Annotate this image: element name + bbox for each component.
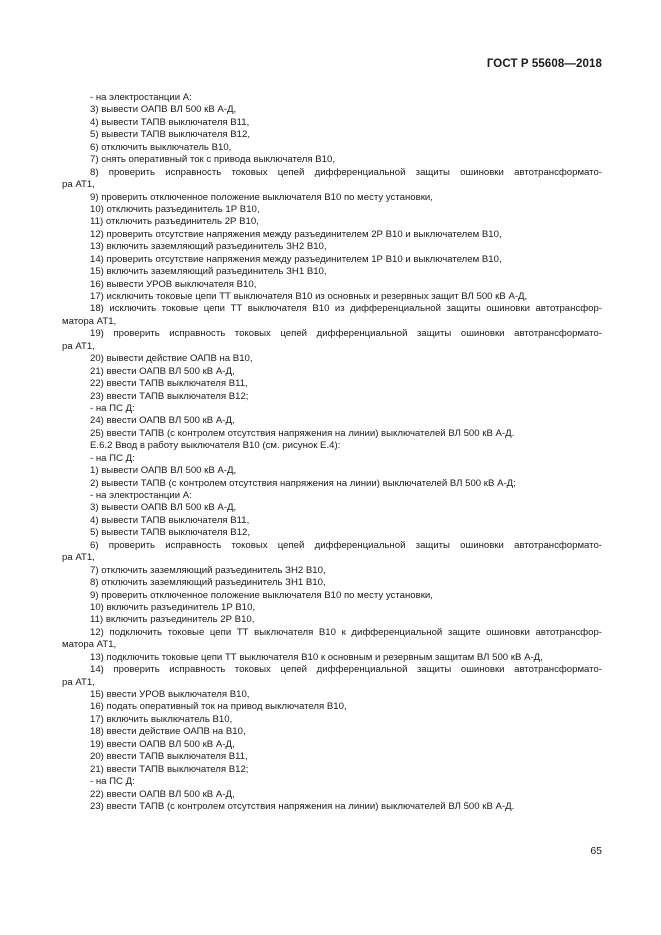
text-line: 17) исключить токовые цепи ТТ выключателя В10 из основных и резервных защит ВЛ 500 кВ А-Д, bbox=[90, 291, 528, 302]
text-line: 22) ввести ОАПВ ВЛ 500 кВ А-Д, bbox=[90, 788, 235, 800]
text-line: 16) подать оперативный ток на привод выключателя В10, bbox=[90, 701, 347, 713]
text-line: - на ПС Д: bbox=[90, 452, 135, 464]
text-line: 11) отключить разъединитель 2Р В10, bbox=[90, 216, 259, 228]
text-line: ра АТ1, bbox=[62, 676, 95, 688]
text-line: 20) вывести действие ОАПВ на В10, bbox=[90, 353, 253, 365]
text-line: 14) проверить отсутствие напряжения между разъединителем 1Р В10 и выключателем В10, bbox=[90, 253, 502, 265]
text-line: ра АТ1, bbox=[62, 340, 95, 352]
text-line: 23) ввести ТАПВ (с контролем отсутствия напряжения на линии) выключателей ВЛ 500 кВ А-Д. bbox=[90, 800, 515, 812]
text-line: матора АТ1, bbox=[62, 315, 117, 327]
text-line: - на электростанции А: bbox=[90, 92, 192, 103]
text-line: 15) включить заземляющий разъединитель ЗН1 В10, bbox=[90, 266, 327, 278]
text-line: 8) отключить заземляющий разъединитель ЗН1 В10, bbox=[90, 577, 326, 589]
text-line: 14) проверить исправность токовых цепей дифференциальной защиты ошиновки автотрансформато- bbox=[90, 664, 602, 676]
text-line: 6) проверить исправность токовых цепей дифференциальной защиты ошиновки автотрансформато- bbox=[90, 539, 602, 551]
text-line: 23) ввести ТАПВ выключателя В12; bbox=[90, 390, 249, 402]
text-line: 19) ввести ОАПВ ВЛ 500 кВ А-Д, bbox=[90, 738, 235, 750]
text-line: 15) ввести УРОВ выключателя В10, bbox=[90, 689, 250, 700]
text-line: 11) включить разъединитель 2Р В10, bbox=[90, 614, 255, 626]
text-line: - на электростанции А: bbox=[90, 490, 192, 501]
text-line: 8) проверить исправность токовых цепей дифференциальной защиты ошиновки автотрансформато- bbox=[90, 166, 602, 178]
text-line: 16) вывести УРОВ выключателя В10, bbox=[90, 278, 257, 290]
text-line: 20) ввести ТАПВ выключателя В11, bbox=[90, 751, 248, 763]
text-line: Е.6.2 Ввод в работу выключателя В10 (см. рисунок Е.4): bbox=[90, 440, 341, 452]
text-line: 3) вывести ОАПВ ВЛ 500 кВ А-Д, bbox=[90, 104, 237, 116]
text-line: 13) включить заземляющий разъединитель ЗН2 В10, bbox=[90, 241, 327, 253]
text-line: 4) вывести ТАПВ выключателя В11, bbox=[90, 116, 250, 128]
text-line: 6) отключить выключатель В10, bbox=[90, 141, 232, 153]
text-line: 10) отключить разъединитель 1Р В10, bbox=[90, 203, 260, 215]
text-line: 4) вывести ТАПВ выключателя В11, bbox=[90, 514, 250, 526]
text-line: 2) вывести ТАПВ (с контролем отсутствия напряжения на линии) выключателей ВЛ 500 кВ А-Д; bbox=[90, 477, 516, 489]
text-line: 13) подключить токовые цепи ТТ выключателя В10 к основным и резервным защитам ВЛ 500 кВ А-Д, bbox=[90, 651, 543, 663]
document-header: ГОСТ Р 55608—2018 bbox=[486, 58, 602, 70]
text-line: матора АТ1, bbox=[62, 639, 117, 651]
text-line: - на ПС Д: bbox=[90, 776, 135, 788]
text-line: ра АТ1, bbox=[62, 179, 95, 191]
text-line: 5) вывести ТАПВ выключателя В12, bbox=[90, 527, 251, 539]
text-line: 3) вывести ОАПВ ВЛ 500 кВ А-Д, bbox=[90, 502, 237, 514]
page-number: 65 bbox=[590, 845, 602, 857]
text-line: 18) ввести действие ОАПВ на В10, bbox=[90, 726, 246, 738]
text-line: 24) ввести ОАПВ ВЛ 500 кВ А-Д, bbox=[90, 415, 235, 427]
text-line: 25) ввести ТАПВ (с контролем отсутствия напряжения на линии) выключателей ВЛ 500 кВ А-Д. bbox=[90, 427, 515, 439]
text-line: 12) проверить отсутствие напряжения между разъединителем 2Р В10 и выключателем В10, bbox=[90, 228, 502, 240]
text-line: 9) проверить отключенное положение выключателя В10 по месту установки, bbox=[90, 191, 433, 203]
text-line: 21) ввести ОАПВ ВЛ 500 кВ А-Д, bbox=[90, 365, 235, 377]
text-line: 18) исключить токовые цепи ТТ выключателя В10 из дифференциальной защиты ошиновки автотрансфор- bbox=[90, 303, 602, 315]
text-line: - на ПС Д: bbox=[90, 402, 135, 414]
text-line: 7) снять оперативный ток с привода выключателя В10, bbox=[90, 154, 335, 166]
text-line: ра АТ1, bbox=[62, 552, 95, 564]
text-line: 5) вывести ТАПВ выключателя В12, bbox=[90, 129, 251, 141]
text-line: 22) ввести ТАПВ выключателя В11, bbox=[90, 378, 248, 390]
text-line: 10) включить разъединитель 1Р В10, bbox=[90, 601, 256, 613]
text-line: 12) подключить токовые цепи ТТ выключателя В10 к дифференциальной защите ошиновки автотрансфор- bbox=[90, 626, 602, 638]
text-line: 1) вывести ОАПВ ВЛ 500 кВ А-Д, bbox=[90, 465, 237, 477]
text-line: 21) ввести ТАПВ выключателя В12; bbox=[90, 763, 249, 775]
document-body bbox=[62, 92, 602, 813]
text-line: 19) проверить исправность токовых цепей дифференциальной защиты ошиновки автотрансформато- bbox=[90, 328, 602, 340]
text-line: 7) отключить заземляющий разъединитель ЗН2 В10, bbox=[90, 564, 326, 576]
text-line: 9) проверить отключенное положение выключателя В10 по месту установки, bbox=[90, 589, 433, 601]
text-line: 17) включить выключатель В10, bbox=[90, 713, 233, 725]
